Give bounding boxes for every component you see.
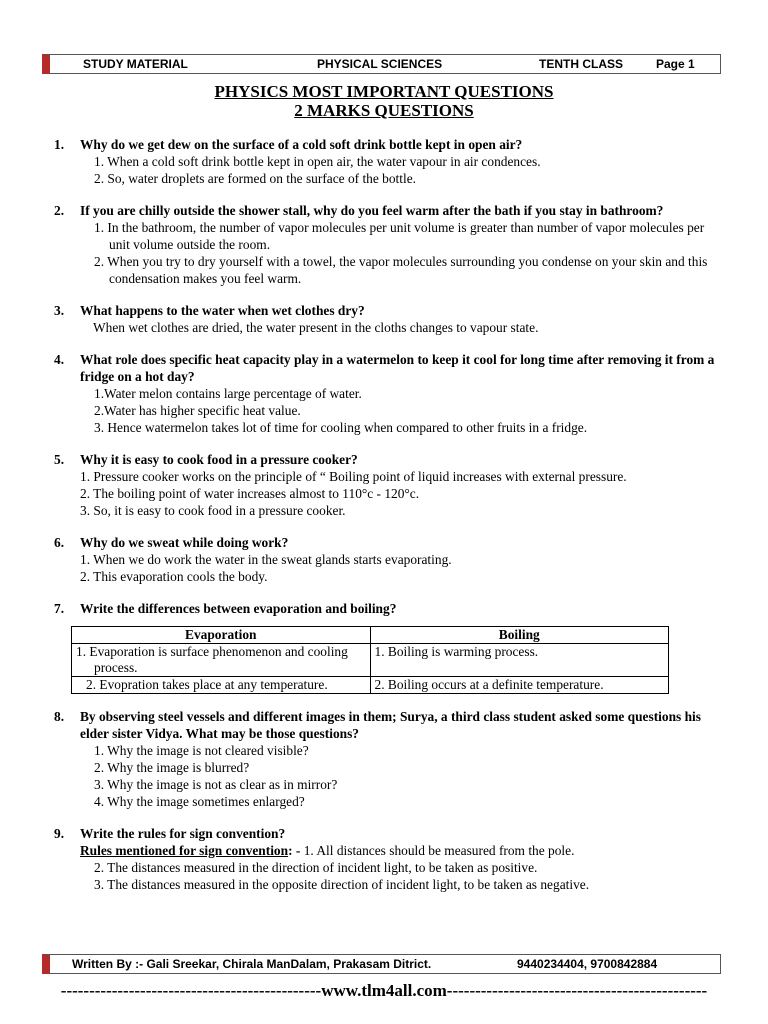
question-text: Why it is easy to cook food in a pressure cooker? [80,452,358,467]
table-row [72,644,669,677]
dash-line-right: ---------------------------------------------- [446,981,708,1000]
rule-2: 2. The distances measured in the direction of incident light, to be taken as positive. [94,860,538,875]
answer-line: 1. When a cold soft drink bottle kept in open air, the water vapour in air condences. [94,154,541,169]
question-number: 8. [54,709,65,724]
rules-separator: : - [288,843,304,858]
page-title: PHYSICS MOST IMPORTANT QUESTIONS [214,82,554,101]
question-number: 3. [54,303,65,318]
table-header-evaporation: Evaporation [72,627,371,644]
header-bar [42,54,721,74]
answer-line: 2. Why the image is blurred? [94,760,250,775]
question-4 [54,351,722,436]
table-row [72,677,669,694]
dash-line-left: ---------------------------------------------- [60,981,322,1000]
question-3 [54,302,722,336]
answer-line: 3. Why the image is not as clear as in mirror? [94,777,338,792]
answer-line: 2. When you try to dry yourself with a towel, the vapor molecules surrounding you condense on your skin and this condensation makes you feel warm. [94,254,708,286]
website-line [0,981,768,1001]
table-header-boiling: Boiling [370,627,669,644]
rules-heading: Rules mentioned for sign convention [80,843,289,858]
answer-line: 1. When we do work the water in the sweat glands starts evaporating. [80,552,452,567]
question-9 [54,825,722,893]
answer-line: When wet clothes are dried, the water present in the cloths changes to vapour state. [93,320,539,335]
question-text: By observing steel vessels and different images in them; Surya, a third class student asked some questions his elder sister Vidya. What may be those questions? [80,709,701,741]
rule-1: 1. All distances should be measured from the pole. [303,843,575,858]
question-7 [54,600,722,694]
table-cell [72,644,371,677]
answer-line: 1. Pressure cooker works on the principle of “ Boiling point of liquid increases with external pressure. [80,469,627,484]
answer-line [80,842,722,859]
question-text: What happens to the water when wet clothes dry? [80,303,365,318]
answer-line: 1. In the bathroom, the number of vapor molecules per unit volume is greater than number of vapor molecules per unit volume outside the room. [94,220,705,252]
question-text: If you are chilly outside the shower stall, why do you feel warm after the bath if you stay in bathroom? [80,203,664,218]
footer-bar [42,954,721,974]
header-subject: PHYSICAL SCIENCES [317,57,443,71]
website-link[interactable]: www.tlm4all.com [321,981,447,1000]
rule-3: 3. The distances measured in the opposite direction of incident light, to be taken as negative. [94,877,590,892]
answer-line: 1.Water melon contains large percentage of water. [94,386,362,401]
answer-line: 3. Hence watermelon takes lot of time for cooling when compared to other fruits in a fridge. [94,420,588,435]
question-2 [54,202,722,287]
question-number: 4. [54,352,65,367]
table-cell: 2. Evopration takes place at any temperature. [72,677,371,694]
answer-line: 2. The boiling point of water increases almost to 110°c - 120°c. [80,486,420,501]
question-number: 7. [54,601,65,616]
answer-line: 2. This evaporation cools the body. [80,569,268,584]
table-header-row [72,627,669,644]
page-subtitle: 2 MARKS QUESTIONS [294,101,474,120]
comparison-table [71,626,669,694]
question-number: 2. [54,203,65,218]
header-page-number: Page 1 [656,57,695,71]
question-number: 5. [54,452,65,467]
question-text: What role does specific heat capacity play in a watermelon to keep it cool for long time after removing it from a fridge on a hot day? [80,352,715,384]
question-text: Why do we get dew on the surface of a cold soft drink bottle kept in open air? [80,137,523,152]
question-text: Write the rules for sign convention? [80,826,286,841]
answer-line: 3. So, it is easy to cook food in a pressure cooker. [80,503,346,518]
header-study-material: STUDY MATERIAL [83,57,188,71]
table-cell: 2. Boiling occurs at a definite temperature. [370,677,669,694]
question-text: Write the differences between evaporation and boiling? [80,601,397,616]
answer-line: 2. So, water droplets are formed on the surface of the bottle. [94,171,417,186]
question-6 [54,534,722,585]
question-number: 6. [54,535,65,550]
question-list [54,136,722,893]
footer-author: Written By :- Gali Sreekar, Chirala ManDalam, Prakasam Ditrict. [72,957,432,971]
question-8 [54,708,722,810]
header-class: TENTH CLASS [539,57,623,71]
question-number: 1. [54,137,65,152]
question-text: Why do we sweat while doing work? [80,535,289,550]
footer-phones: 9440234404, 9700842884 [517,957,658,971]
answer-line: 1. Why the image is not cleared visible? [94,743,309,758]
table-cell-text: 1. Evaporation is surface phenomenon and cooling process. [76,644,348,675]
question-5 [54,451,722,519]
table-cell: 1. Boiling is warming process. [370,644,669,677]
question-number: 9. [54,826,65,841]
answer-line: 4. Why the image sometimes enlarged? [94,794,305,809]
question-1 [54,136,722,187]
answer-line: 2.Water has higher specific heat value. [94,403,301,418]
